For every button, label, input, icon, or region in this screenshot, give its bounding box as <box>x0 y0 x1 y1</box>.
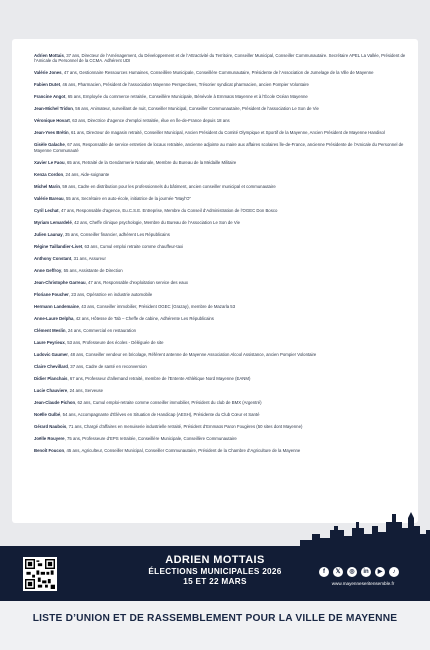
candidate-name-text: Clément Meslin <box>34 327 66 333</box>
candidate-entry <box>34 82 408 87</box>
candidate-entry <box>34 280 408 285</box>
candidate-details-text: , 54 ans, Accompagnante d’Élèves en Situation de Handicap (AESH), Présidente du Club Cœur et Santé <box>60 411 260 417</box>
candidate-name-text: Xavier Le Faou <box>34 159 65 165</box>
candidate-entry <box>34 328 408 333</box>
candidate-name-text: Francine Angot <box>34 94 66 100</box>
candidate-name-text: Cyril Lechat <box>34 207 59 213</box>
candidate-entry <box>34 220 408 225</box>
instagram-icon[interactable]: ◎ <box>347 567 357 577</box>
candidate-details-text: , 47 ans, Responsable d’agence, Eu.C.S.E. Entreprise, Membre du Conseil d’Administration de l’OGEC Don Bosco <box>58 207 278 213</box>
candidate-name-text: Lucie Chauviere <box>34 387 68 393</box>
candidate-name-text: Floriane Foucher <box>34 291 69 297</box>
candidate-details-text: , 48 ans, Conseiller vendeur en bricolage, Référent antenne de Mayenne Association Alcool Assistance, ancien Pompier Volontaire <box>67 351 317 357</box>
election-dates: 15 ET 22 MARS <box>183 577 247 586</box>
candidate-details-text: , 56 ans, Animateur, surveillant de nuit, Conseiller Municipal, Conseiller Communautaire, Président de l’association Le Son de Vie <box>72 106 319 112</box>
candidate-name-text: Joëlle Rouyere <box>34 435 65 441</box>
candidate-details-text: , 42 ans, Hôtesse de Tab – Cheffe de cabine, Adhérente Les Républicains <box>73 315 214 321</box>
candidate-details-text: , 67 ans, Professeur d’allemand retraité, membre de l’Entente Athlétique Nord Mayenne (EANM) <box>67 375 251 381</box>
candidate-entry <box>34 340 408 345</box>
election-title: ÉLECTIONS MUNICIPALES 2026 <box>148 567 282 576</box>
candidate-entry <box>34 184 408 189</box>
candidate-details-text: , 67 ans, Responsable de service entretien de locaux retraitée, ancienne adjointe au maire aux affaires scolaires Île-de-France, ancienne Présidente de l’Amicale du Personnel de Mayenne Communauté <box>34 142 404 153</box>
candidate-name-text: Fabien Dutet <box>34 82 61 88</box>
candidate-details-text: , 37 ans, Directeur de l’Aménagement, du Développement et de l’Attractivité du Territoire, Conseiller Municipal, Conseiller Communautaire. Secrétaire APEL La Vallée, Président de l’Amicale du Personnel de la CCMA. Adhérent UDI <box>34 53 406 64</box>
candidate-details-text: , 53 ans, Professeure des écoles - Déléguée de site <box>64 339 164 345</box>
candidate-name-text: Didier Planchais <box>34 375 68 381</box>
candidate-name-text: Valérie Jones <box>34 70 62 76</box>
candidate-name-text: Myriam Lemardelé <box>34 219 72 225</box>
candidate-entry <box>34 292 408 297</box>
candidate-entry <box>34 53 408 64</box>
candidate-entry <box>34 244 408 249</box>
candidate-details-text: , 42 ans, Cheffe clinique psychologie, Membre du Bureau de l’Association Le Son de Vie <box>71 219 240 225</box>
candidate-name-text: Anne Geffroy <box>34 267 62 273</box>
candidate-entry <box>34 142 408 153</box>
candidate-details-text: , 61 ans, Directeur de magasin retraité, Conseiller Municipal, Ancien Président du Comité Olympique et Sportif de la Mayenne, Ancien Président de Mayenne Handisol <box>68 130 385 136</box>
candidate-details-text: , 46 ans, Pharmacien, Président de l’association Mayenne Perspectives, Trésorier syndicat pharmacien, ancien Pompier Volontaire <box>60 82 309 88</box>
candidate-entry <box>34 208 408 213</box>
candidate-entry <box>34 172 408 177</box>
candidate-details-text: , 23 ans, Opératrice en industrie automobile <box>68 291 153 297</box>
candidate-entry <box>34 304 408 309</box>
candidate-list <box>34 53 408 453</box>
social-links <box>319 567 399 577</box>
candidate-details-text: , 63 ans, Directrice d’agence d’emploi retraitée, élue en Île-de-France depuis 18 ans <box>69 118 230 124</box>
website-link[interactable]: www.mayenneseritensemble.fr <box>331 581 395 586</box>
candidate-name-text: Jean-Yves Brétin <box>34 130 69 136</box>
candidate-details-text: , 24 ans, Aide-soignante <box>63 171 110 177</box>
candidate-name-text: Véronique Hovart <box>34 118 70 124</box>
candidate-details-text: , 37 ans, Cadre de santé en reconversion <box>67 363 147 369</box>
candidate-name-text: Hermann Landemaine <box>34 303 79 309</box>
city-skyline-silhouette <box>0 500 430 548</box>
candidate-name-text: Anne-Laure Delpha <box>34 315 74 321</box>
candidate-entry <box>34 256 408 261</box>
candidate-entry <box>34 400 408 405</box>
candidate-details-text: , 35 ans, Conseiller financier, adhérent Les Républicains <box>62 231 170 237</box>
candidate-name-text: Noëlle Gulbé <box>34 411 61 417</box>
candidate-name-text: Jean-Michel Tridon <box>34 106 73 112</box>
candidate-name-text: Régine Taillandier-Livet <box>34 243 83 249</box>
candidate-details-text: , 55 ans, Assistante de Direction <box>61 267 123 273</box>
candidate-details-text: , 75 ans, Professeure d’EPS retraitée, Conseillère Municipale, Conseillère Communautaire <box>64 435 237 441</box>
candidate-name-text: Gérard Naubois <box>34 423 67 429</box>
candidate-entry <box>34 448 408 453</box>
candidate-details-text: , 62 ans, Cumul emploi-retraite comme conseiller immobilier, Président du club de BMX (Argentré) <box>75 399 262 405</box>
candidate-entry <box>34 160 408 165</box>
candidate-name-text: Michel Marin <box>34 183 61 189</box>
footer-band <box>0 601 430 650</box>
candidate-name: ADRIEN MOTTAIS <box>165 554 265 566</box>
x-icon[interactable]: 𝕏 <box>333 567 343 577</box>
candidate-name-text: Kenza Cordon <box>34 171 64 177</box>
candidate-name-text: Anthony Constant <box>34 255 72 261</box>
candidate-entry <box>34 268 408 273</box>
candidate-entry <box>34 388 408 393</box>
candidate-name-text: Julien Launay <box>34 231 63 237</box>
candidate-details-text: , 47 ans, Responsable d’exploitation service des eaux <box>85 279 189 285</box>
candidate-entry <box>34 70 408 75</box>
candidate-entry <box>34 130 408 135</box>
candidate-entry <box>34 412 408 417</box>
candidate-details-text: , 31 ans, Assureur <box>71 255 106 261</box>
candidate-name-text: Adrien Mottais <box>34 53 64 58</box>
list-title: LISTE D’UNION ET DE RASSEMBLEMENT POUR LA VILLE DE MAYENNE <box>32 613 398 624</box>
candidate-details-text: , 65 ans, Retraité de la Gendarmerie Nationale, Membre du Bureau de la Médaille Militaire <box>64 159 237 165</box>
candidate-entry <box>34 376 408 381</box>
candidate-name-text: Jean-Claude Pichon <box>34 399 76 405</box>
candidate-details-text: , 45 ans, Agriculteur, Conseiller Municipal, Conseiller Communautaire, Président de la Chambre d’Agriculture de la Mayenne <box>64 447 301 453</box>
candidate-entry <box>34 196 408 201</box>
candidate-entry <box>34 352 408 357</box>
candidate-entry <box>34 106 408 111</box>
candidate-entry <box>34 94 408 99</box>
candidate-name-text: Gisèle Galache <box>34 142 65 148</box>
candidate-details-text: , 24 ans, Commercial en restauration <box>65 327 136 333</box>
candidate-details-text: , 43 ans, Conseiller immobilier, Président OGEC (Grazay), membre de Mazarla 53 <box>78 303 236 309</box>
facebook-icon[interactable]: f <box>319 567 329 577</box>
campaign-banner <box>0 546 430 601</box>
candidate-entry <box>34 364 408 369</box>
linkedin-icon[interactable]: in <box>361 567 371 577</box>
candidate-details-text: , 71 ans, Chargé d’affaires en menuiserie industrielle retraité, Président d’Emmaüs Paron Fougères (50 sites dont Mayenne) <box>66 423 303 429</box>
candidate-entry <box>34 118 408 123</box>
candidate-details-text: , 63 ans, Cumul emploi retraite comme chauffeur-taxi <box>82 243 184 249</box>
candidate-name-text: Ludovic Gaumer <box>34 351 68 357</box>
candidate-entry <box>34 436 408 441</box>
candidate-details-text: , 55 ans, Secrétaire en auto-école, initiatrice de la journée “Mayl’O” <box>63 195 191 201</box>
candidate-name-text: Benoît Foucon <box>34 447 65 453</box>
youtube-icon[interactable]: ▶ <box>375 567 385 577</box>
candidate-details-text: , 47 ans, Gestionnaire Ressources Humaines, Conseillère Municipale, Conseillère Communautaire, Présidente de l’Association de Jumelage de la Ville de Mayenne <box>61 70 374 76</box>
candidate-entry <box>34 316 408 321</box>
candidate-list-card <box>12 39 418 523</box>
candidate-name-text: Jean-Christophe Garreau <box>34 279 86 285</box>
candidate-details-text: , 59 ans, Cadre en distribution pour les professionnels du bâtiment, ancien conseiller municipal et communautaire <box>60 183 276 189</box>
candidate-entry <box>34 424 408 429</box>
candidate-details-text: , 65 ans, Employée du commerce retraitée, Conseillère Municipale, Bénévole à Emmaüs Mayenne et à l’École Océan Mayenne <box>65 94 308 100</box>
candidate-name-text: Valérie Bareau <box>34 195 64 201</box>
candidate-entry <box>34 232 408 237</box>
tiktok-icon[interactable]: ♪ <box>389 567 399 577</box>
candidate-details-text: , 24 ans, Serveuse <box>67 387 104 393</box>
candidate-name-text: Laure Peyrieux <box>34 339 65 345</box>
candidate-name-text: Claire Chevillard <box>34 363 68 369</box>
